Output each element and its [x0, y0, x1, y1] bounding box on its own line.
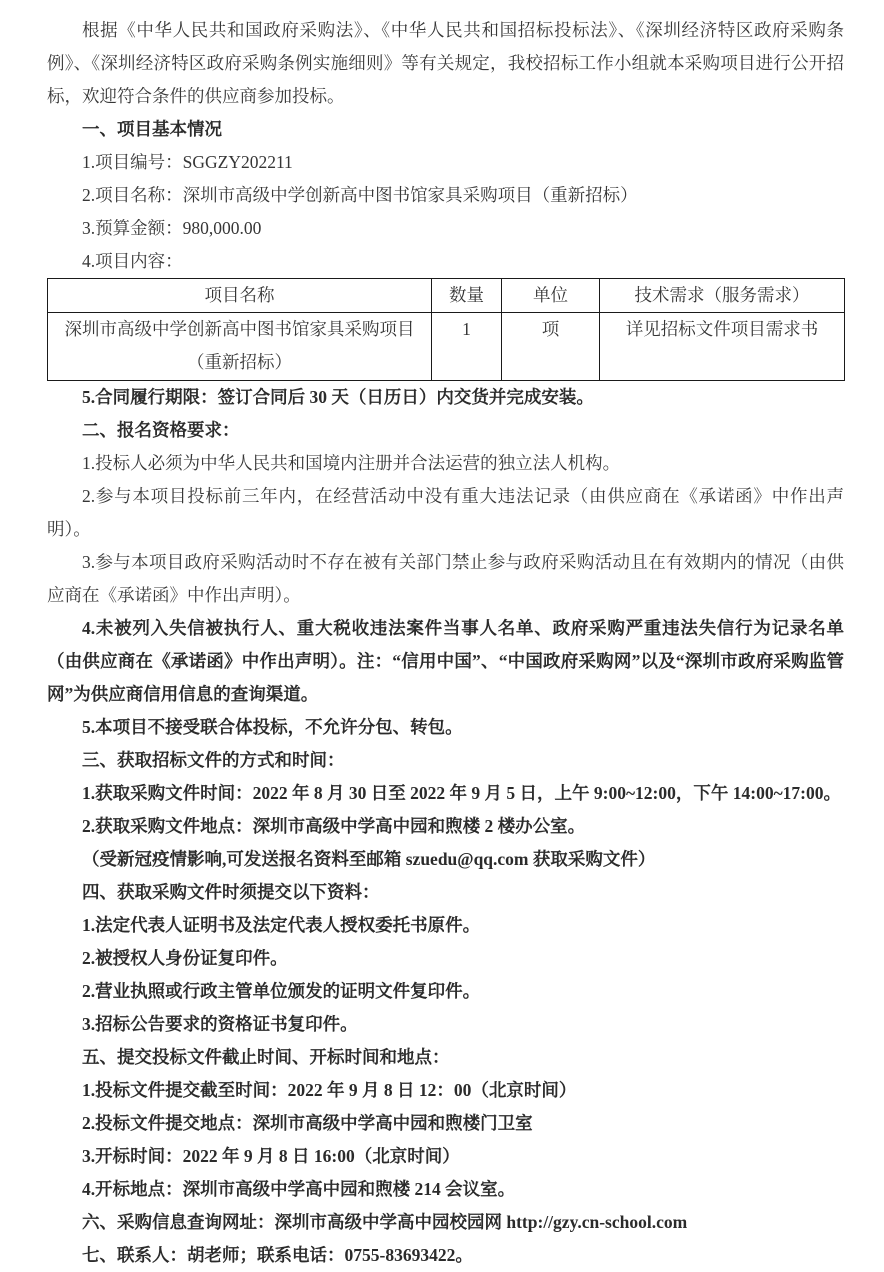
- project-content-table: [47, 278, 845, 381]
- qualification-item-5: 5.本项目不接受联合体投标，不允许分包、转包。: [82, 717, 463, 737]
- bid-opening-time: 3.开标时间：2022 年 9 月 8 日 16:00（北京时间）: [82, 1146, 460, 1166]
- covid-note: （受新冠疫情影响,可发送报名资料至邮箱 szuedu@qq.com 获取采购文件）: [82, 849, 656, 869]
- cell-unit: 项: [502, 313, 600, 381]
- col-header-project-name: 项目名称: [48, 279, 432, 313]
- material-item-3: 2.营业执照或行政主管单位颁发的证明文件复印件。: [82, 981, 481, 1001]
- table-header-row: [48, 279, 845, 313]
- section-2-heading: 二、报名资格要求：: [82, 420, 240, 440]
- intro-paragraph: 根据《中华人民共和国政府采购法》、《中华人民共和国招标投标法》、《深圳经济特区政府采购条例》、《深圳经济特区政府采购条例实施细则》等有关规定，我校招标工作小组就本采购项目进行公开招标，欢迎符合条件的供应商参加投标。: [47, 20, 844, 106]
- section-1-heading: 一、项目基本情况: [82, 119, 222, 139]
- qualification-item-4: 4.未被列入失信被执行人、重大税收违法案件当事人名单、政府采购严重违法失信行为记录名单（由供应商在《承诺函》中作出声明）。注：“信用中国”、“中国政府采购网”以及“深圳市政府采购监管网”为供应商信用信息的查询渠道。: [47, 618, 844, 704]
- submission-location: 2.投标文件提交地点：深圳市高级中学高中园和煦楼门卫室: [82, 1113, 533, 1133]
- section-3-heading: 三、获取招标文件的方式和时间：: [82, 750, 345, 770]
- document-obtain-location: 2.获取采购文件地点：深圳市高级中学高中园和煦楼 2 楼办公室。: [82, 816, 586, 836]
- qualification-item-3: 3.参与本项目政府采购活动时不存在被有关部门禁止参与政府采购活动且在有效期内的情况（由供应商在《承诺函》中作出声明）。: [47, 552, 844, 605]
- budget-amount: 3.预算金额：980,000.00: [82, 218, 262, 238]
- contract-period: 5.合同履行期限：签订合同后 30 天（日历日）内交货并完成安装。: [82, 387, 594, 407]
- project-content-label: 4.项目内容：: [82, 251, 183, 271]
- document-obtain-time: 1.获取采购文件时间：2022 年 8 月 30 日至 2022 年 9 月 5 日，上午 9:00~12:00，下午 14:00~17:00。: [82, 783, 842, 803]
- material-item-2: 2.被授权人身份证复印件。: [82, 948, 288, 968]
- col-header-requirements: 技术需求（服务需求）: [600, 279, 845, 313]
- col-header-quantity: 数量: [432, 279, 502, 313]
- cell-project-name: 深圳市高级中学创新高中图书馆家具采购项目（重新招标）: [48, 313, 432, 381]
- cell-requirements: 详见招标文件项目需求书: [600, 313, 845, 381]
- project-name: 2.项目名称：深圳市高级中学创新高中图书馆家具采购项目（重新招标）: [82, 185, 638, 205]
- material-item-4: 3.招标公告要求的资格证书复印件。: [82, 1014, 358, 1034]
- section-5-heading: 五、提交投标文件截止时间、开标时间和地点：: [82, 1047, 450, 1067]
- contact-info: 七、联系人：胡老师；联系电话：0755-83693422。: [82, 1245, 473, 1265]
- project-number: 1.项目编号：SGGZY202211: [82, 152, 293, 172]
- info-website: 六、采购信息查询网址：深圳市高级中学高中园校园网 http://gzy.cn-school.com: [82, 1212, 688, 1232]
- bid-opening-location: 4.开标地点：深圳市高级中学高中园和煦楼 214 会议室。: [82, 1179, 516, 1199]
- submission-deadline: 1.投标文件提交截至时间：2022 年 9 月 8 日 12：00（北京时间）: [82, 1080, 577, 1100]
- qualification-item-1: 1.投标人必须为中华人民共和国境内注册并合法运营的独立法人机构。: [82, 453, 621, 473]
- table-row: [48, 313, 845, 381]
- qualification-item-2: 2.参与本项目投标前三年内，在经营活动中没有重大违法记录（由供应商在《承诺函》中作出声明）。: [47, 486, 844, 539]
- section-4-heading: 四、获取采购文件时须提交以下资料：: [82, 882, 380, 902]
- material-item-1: 1.法定代表人证明书及法定代表人授权委托书原件。: [82, 915, 481, 935]
- cell-quantity: 1: [432, 313, 502, 381]
- col-header-unit: 单位: [502, 279, 600, 313]
